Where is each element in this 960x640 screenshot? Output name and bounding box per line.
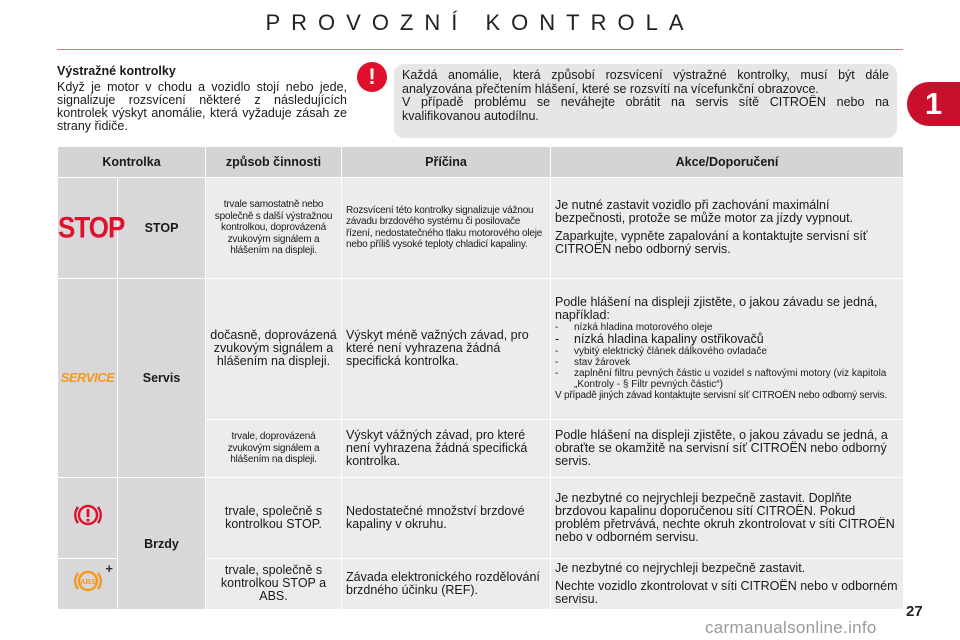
note-line-1: Každá anomálie, která způsobí rozsvícení výstražné kontrolky, musí být dále analyzována přečtením hlášení, které se rozsvítí na vícefunkční obrazovce. [402,68,889,96]
list-item: - nízká hladina motorového oleje [555,322,899,333]
header-mode: způsob činnosti [206,147,342,178]
brakes-cause-1: Nedostatečné množství brzdové kapaliny v okruhu. [342,478,551,559]
service-icon: SERVICE [60,369,115,385]
note-box [394,64,897,138]
brakes-name: Brzdy [118,478,206,610]
service-action-1 [551,278,904,419]
svg-text:ABS: ABS [79,577,96,587]
service-icon-cell [58,278,118,477]
stop-action-2: Zaparkujte, vypněte zapalování a kontaktujte servisní síť CITROËN nebo odborný servis. [555,229,868,257]
list-item: - stav žárovek [555,357,899,368]
abs-icon [72,565,104,597]
stop-action [551,178,904,279]
stop-cause: Rozsvícení této kontrolky signalizuje vážnou závadu brzdového systému či posilovače řízení, nedostatečného tlaku motorového oleje nebo příliš vysoké teploty chladicí kapaliny. [342,178,551,279]
brakes-mode-2: trvale, společně s kontrolkou STOP a ABS. [206,558,342,609]
brakes-mode-1: trvale, společně s kontrolkou STOP. [206,478,342,559]
brakes-action-2b: Nechte vozidlo zkontrolovat v síti CITROËN nebo v odborném servisu. [555,578,898,606]
brakes-action-1: Je nezbytné co nejrychleji bezpečně zastavit. Doplňte brzdovou kapalinu doporučenou sítí CITROËN. Pokud problém přetrvává, nechte okruh zkontrolovat v síti CITROËN nebo v odborném servisu. [551,478,904,559]
note-line-2: V případě problému se neváhejte obrátit na servis sítě CITROËN nebo na kvalifikovanou autodílnu. [402,95,889,123]
intro-heading: Výstražné kontrolky [57,64,176,78]
header-cause: Příčina [342,147,551,178]
table-row-brakes-1 [58,478,904,559]
service-cause-1: Výskyt méně važných závad, pro které není vyhrazena žádná specifická kontrolka. [342,278,551,419]
title-divider [57,49,903,50]
stop-name: STOP [118,178,206,279]
watermark: carmanualsonline.info [705,618,877,637]
stop-icon-cell [58,178,125,279]
intro-text: Když je motor v chodu a vozidlo stojí nebo jede, signalizuje rozsvícení některé z následujících kontrolek výskyt anomálie, která vyžaduje zásah ze strany řidiče. [57,80,347,133]
plus-icon: + [105,560,113,576]
brake-icon-cell [58,478,118,559]
brakes-action-2a: Je nezbytné co nejrychleji bezpečně zastavit. [555,560,806,575]
stop-mode: trvale samostatně nebo společně s další výstražnou kontrolkou, doprovázená zvukovým signálem a hlášením na displeji. [206,178,342,279]
warning-lights-table [57,146,904,610]
header-kontrolka: Kontrolka [58,147,206,178]
exclamation-icon: ! [357,62,387,92]
page-number: 27 [906,603,923,620]
header-action: Akce/Doporučení [551,147,904,178]
intro-section [57,64,347,133]
service-action-2: Podle hlášení na displeji zjistěte, o jakou závadu se jedná, a obraťte se okamžitě na servisní síť CITROËN nebo odborný servis. [551,419,904,477]
service-action-outro: V případě jiných závad kontaktujte servisní síť CITROËN nebo odborný servis. [555,389,888,401]
table-row-stop [58,178,904,279]
list-item: - vybitý elektrický článek dálkového ovladače [555,346,899,357]
stop-action-1: Je nutné zastavit vozidlo při zachování maximální bezpečnosti, protože se může motor za jízdy vypnout. [555,198,854,226]
list-item: - zaplnění filtru pevných částic u vozidel s naftovými motory (viz kapitola „Kontroly - § Filtr pevných částic“) [555,368,899,390]
brake-warning-icon [72,499,104,531]
abs-icon-cell [58,558,118,609]
chapter-tab[interactable]: 1 [907,82,960,126]
list-item: - nízká hladina kapaliny ostřikovačů [555,333,899,346]
page-title: PROVOZNÍ KONTROLA [265,10,695,35]
service-action-intro: Podle hlášení na displeji zjistěte, o jakou závadu se jedná, například: [555,294,878,322]
brakes-cause-2: Závada elektronického rozdělování brzdného účinku (REF). [342,558,551,609]
brakes-action-2 [551,558,904,609]
stop-icon: STOP [58,210,125,245]
table-row-service-1 [58,278,904,419]
service-mode-2: trvale, doprovázená zvukovým signálem a hlášením na displeji. [206,419,342,477]
service-cause-2: Výskyt vážných závad, pro které není vyhrazena žádná specifická kontrolka. [342,419,551,477]
service-mode-1: dočasně, doprovázená zvukovým signálem a hlášením na displeji. [206,278,342,419]
service-issue-list [555,322,899,390]
table-header-row [58,147,904,178]
service-name: Servis [118,278,206,477]
